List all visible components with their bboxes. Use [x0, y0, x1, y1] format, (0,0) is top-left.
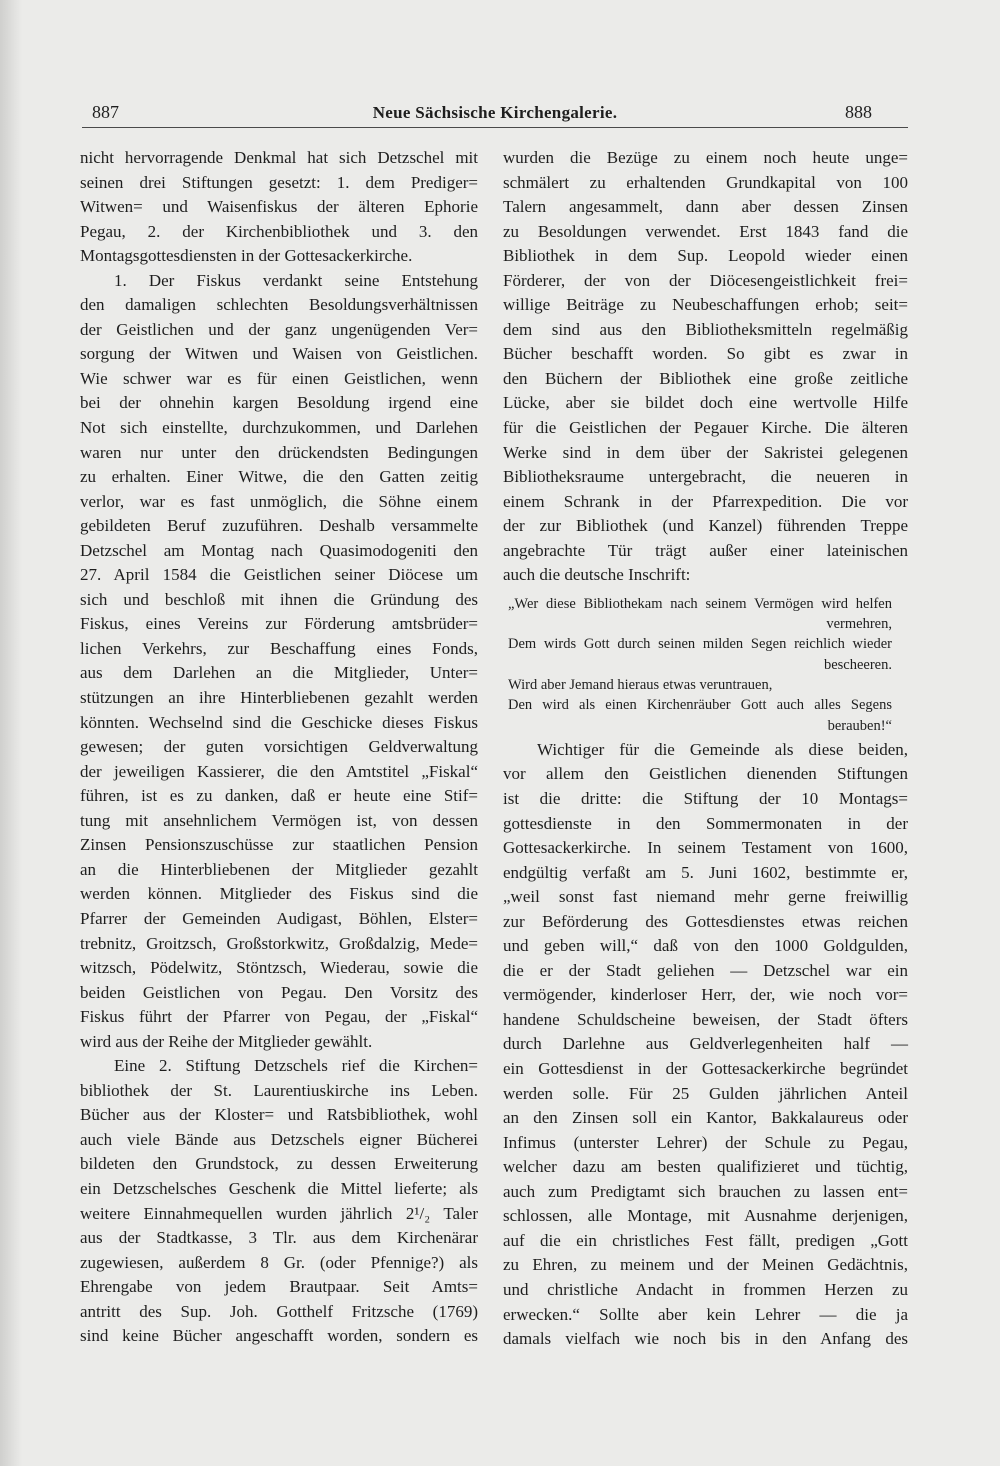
text-line: und christliche Andacht in frommen Herzen zu — [503, 1279, 908, 1299]
verse-line: bescheeren. — [823, 656, 892, 673]
text-line: an den Zinsen soll ein Kantor, Bakkalaureus oder — [503, 1108, 908, 1128]
text-line: 27. April 1584 die Geistlichen seiner Diöcese um — [80, 565, 478, 585]
paragraph — [503, 738, 908, 1352]
text-line: nicht hervorragende Denkmal hat sich Detzschel mit — [80, 148, 478, 167]
text-line: sorgung der Witwen und Waisen von Geistlichen. — [80, 344, 478, 364]
text-line: die er der Stadt geliehen — Detzschel war ein — [503, 960, 908, 980]
text-line: bei der ohnehin kargen Besoldung irgend eine — [80, 393, 478, 413]
verse-line: Wird aber Jemand hieraus etwas veruntrauen, — [508, 677, 773, 694]
text-line: zu Besoldungen verwendet. Erst 1843 fand die — [503, 221, 908, 241]
text-line: beiden Geistlichen von Pegau. Den Vorsitz des — [80, 982, 478, 1002]
text-line: und geben will,“ daß von den 1000 Goldgulden, — [503, 936, 908, 956]
paragraph — [503, 146, 908, 588]
verse-line: vermehren, — [826, 616, 892, 633]
text-line: endgültig verfaßt am 5. Juni 1602, bestimmte er, — [503, 862, 908, 882]
text-line: der zur Bibliothek (und Kanzel) führenden Treppe — [503, 516, 908, 536]
text-line: auf die ein christliches Fest fällt, predigen „Gott — [503, 1230, 908, 1250]
text-line: Bibliotheksraume untergebracht, die neueren in — [503, 467, 908, 487]
text-line: Infimus (unterster Lehrer) der Schule zu Pegau, — [503, 1132, 908, 1152]
text-line: für die Geistlichen der Pegauer Kirche. Die älteren — [503, 418, 908, 438]
text-line: auch viele Bände aus Detzschels eigner Bücherei — [80, 1129, 478, 1149]
text-line: Bücher aus der Kloster= und Ratsbibliothek, wohl — [80, 1105, 478, 1125]
text-line: Gottesackerkirche. In seinem Testament von 1600, — [503, 838, 908, 858]
text-line: waren nur unter den drückendsten Bedingungen — [80, 442, 478, 462]
verse — [503, 695, 908, 736]
text-line: Bibliothek in dem Sup. Leopold wieder einen — [503, 246, 908, 266]
text-line: dem sind aus den Bibliotheksmitteln regelmäßig — [503, 319, 908, 339]
text-line: gewesen; der guten vorsichtigen Geldverwaltung — [80, 737, 478, 757]
verse-line: berauben!“ — [827, 717, 892, 734]
verse-line: „Wer diese Bibliothekam nach seinem Vermögen wird helfen — [508, 595, 892, 612]
text-line: sind keine Bücher angeschafft worden, sondern es — [80, 1326, 478, 1346]
text-line: Witwen= und Waisenfiskus der älteren Ephorie — [80, 197, 478, 217]
text-line: einem Schrank in der Pfarrexpedition. Die vor — [503, 491, 908, 511]
text-line: tung mit ansehnlichem Vermögen ist, von dessen — [80, 810, 478, 830]
text-line: Bücher beschafft worden. So gibt es zwar in — [503, 344, 908, 364]
header-rule — [82, 127, 908, 128]
text-line: Förderer, der von der Diöcesengeistlichkeit frei= — [503, 270, 908, 290]
verse — [503, 634, 908, 675]
text-line: bildeten den Grundstock, zu dessen Erweiterung — [80, 1154, 478, 1174]
text-line: könnten. Wechselnd sind die Geschicke dieses Fiskus — [80, 712, 478, 732]
text-line: lichen Verkehrs, zur Beschaffung eines Fonds, — [80, 638, 478, 658]
text-line: gebildeten Beruf zuzuführen. Deshalb versammelte — [80, 516, 478, 536]
text-line: Montagsgottesdiensten in der Gottesackerkirche. — [80, 246, 413, 266]
text-line: Pegau, 2. der Kirchenbibliothek und 3. den — [80, 221, 478, 241]
text-line: aus dem Darlehen an die Mitglieder, Unter= — [80, 663, 478, 683]
text-line: Lücke, aber sie bildet doch eine wertvolle Hilfe — [503, 393, 908, 413]
text-line: aus der Stadtkasse, 3 Tlr. aus dem Kirchenärar — [80, 1228, 478, 1248]
text-line: vor allem den Geistlichen dienenden Stiftungen — [503, 764, 908, 784]
text-line: zu erhalten. Einer Witwe, die den Gatten zeitig — [80, 467, 478, 487]
text-line: antritt des Sup. Joh. Gotthelf Fritzsche (1769) — [80, 1301, 478, 1321]
text-line: auch die deutsche Inschrift: — [503, 565, 691, 585]
text-line: damals vielfach wie noch bis in den Anfang des — [503, 1329, 908, 1349]
text-line: der Geistlichen und der ganz ungenügenden Ver= — [80, 319, 478, 339]
text-line: wurden die Bezüge zu einem noch heute unge= — [503, 148, 908, 167]
text-line: Not sich einstellte, durchzukommen, und Darlehen — [80, 418, 478, 438]
text-line: werden solle. Für 25 Gulden jährlichen Anteil — [503, 1083, 908, 1103]
text-line: Zinsen Pensionszuschüsse zur staatlichen Pension — [80, 835, 478, 855]
text-line: den damaligen schlechten Besoldungsverhältnissen — [80, 295, 478, 315]
verse — [503, 594, 908, 635]
text-line: trebnitz, Groitzsch, Großstorkwitz, Großdalzig, Mede= — [80, 933, 478, 953]
page-number-left: 887 — [92, 102, 119, 122]
text-line: durch Darlehne aus Geldverlegenheiten half — — [503, 1034, 908, 1054]
text-line: den Büchern der Bibliothek eine große zeitliche — [503, 368, 908, 388]
text-line: ein Detzschelsches Geschenk die Mittel lieferte; als — [80, 1178, 478, 1198]
text-line: schmälert zu erhaltenden Grundkapital von 100 — [503, 172, 908, 192]
verse — [503, 675, 908, 695]
text-line: Eine 2. Stiftung Detzschels rief die Kirchen= — [114, 1056, 478, 1076]
text-line: Pfarrer der Gemeinden Audigast, Böhlen, Elster= — [80, 908, 478, 928]
text-line: Fiskus, eines Vereins zur Förderung amtsbrüder= — [80, 614, 478, 634]
text-line: der jeweiligen Kassierer, die den Amtstitel „Fiskal“ — [80, 761, 478, 781]
paragraph — [80, 269, 478, 1055]
text-line: zugewiesen, außerdem 8 Gr. (oder Pfennige?) als — [80, 1252, 478, 1272]
text-line: wird aus der Reihe der Mitglieder gewählt. — [80, 1031, 373, 1051]
text-line: handene Schuldscheine beweisen, der Stadt öfters — [503, 1009, 908, 1029]
text-line: zur Beförderung des Gottesdienstes etwas reichen — [503, 911, 908, 931]
text-line: bibliothek der St. Laurentiuskirche ins Leben. — [80, 1080, 478, 1100]
text-line: ist die dritte: die Stiftung der 10 Montags= — [503, 789, 908, 809]
text-line: werden können. Mitglieder des Fiskus sind die — [80, 884, 478, 904]
text-line: Fiskus führt der Pfarrer von Pegau, der „Fiskal“ — [80, 1007, 478, 1027]
text-line: weitere Einnahmequellen wurden jährlich 2¹/₂ Taler — [80, 1203, 478, 1223]
text-line: auch zum Predigtamt sich brauchen zu lassen ent= — [503, 1181, 908, 1201]
text-line: seinen drei Stiftungen gesetzt: 1. dem Prediger= — [80, 172, 478, 192]
page-edge-shadow — [0, 0, 22, 1466]
paragraph — [80, 146, 478, 269]
text-line: erwecken.“ Sollte aber kein Lehrer — die ja — [503, 1304, 908, 1324]
text-line: Ehrengabe von jedem Brautpaar. Seit Amts= — [80, 1277, 478, 1297]
text-line: gottesdienste in den Sommermonaten in der — [503, 813, 908, 833]
text-line: verlor, war es fast unmöglich, die Söhne einem — [80, 491, 478, 511]
text-line: willige Beiträge zu Neubeschaffungen erhob; seit= — [503, 295, 908, 315]
page-number-right: 888 — [845, 102, 872, 122]
verse-line: Dem wirds Gott durch seinen milden Segen reichlich wieder — [508, 636, 892, 653]
text-line: welcher dazu am besten qualifizieret und tüchtig, — [503, 1157, 908, 1177]
text-line: angebrachte Tür trägt außer einer lateinischen — [503, 540, 908, 560]
text-line: vermögender, kinderloser Herr, der, wie noch vor= — [503, 985, 908, 1005]
inscription-verse — [503, 594, 908, 736]
text-line: Werke sind in dem über der Sakristei gelegenen — [503, 442, 908, 462]
running-title: Neue Sächsische Kirchengalerie. — [372, 103, 618, 122]
text-line: witzsch, Pödelwitz, Stöntzsch, Wiederau, sowie die — [80, 958, 478, 978]
text-line: Detzschel am Montag nach Quasimodogeniti den — [80, 540, 478, 560]
text-line: an die Hinterbliebenen der Mitglieder gezahlt — [80, 859, 478, 879]
text-line: Wichtiger für die Gemeinde als diese beiden, — [537, 739, 908, 759]
text-line: zu Ehren, zu meinem und der Meinen Gedächtnis, — [503, 1255, 908, 1275]
paragraph — [80, 1054, 478, 1349]
text-line: sich und beschloß mit ihnen die Gründung des — [80, 589, 478, 609]
verse-line: Den wird als einen Kirchenräuber Gott auch alles Segens — [508, 697, 892, 714]
text-line: stützungen an ihre Hinterbliebenen gezahlt werden — [80, 688, 478, 708]
text-line: Wie schwer war es für einen Geistlichen, wenn — [80, 368, 478, 388]
text-line: Talern angesammelt, dann aber dessen Zinsen — [503, 197, 908, 217]
text-column-left — [80, 146, 478, 1349]
text-line: führen, ist es zu danken, daß er heute eine Stif= — [80, 786, 478, 806]
text-line: 1. Der Fiskus verdankt seine Entstehung — [114, 270, 478, 290]
text-column-right — [503, 146, 908, 1352]
text-line: schlossen, alle Montage, mit Ausnahme derjenigen, — [503, 1206, 908, 1226]
text-line: „weil sonst fast niemand mehr gerne freiwillig — [503, 887, 908, 907]
text-line: ein Gottesdienst in der Gottesackerkirche begründet — [503, 1059, 908, 1079]
